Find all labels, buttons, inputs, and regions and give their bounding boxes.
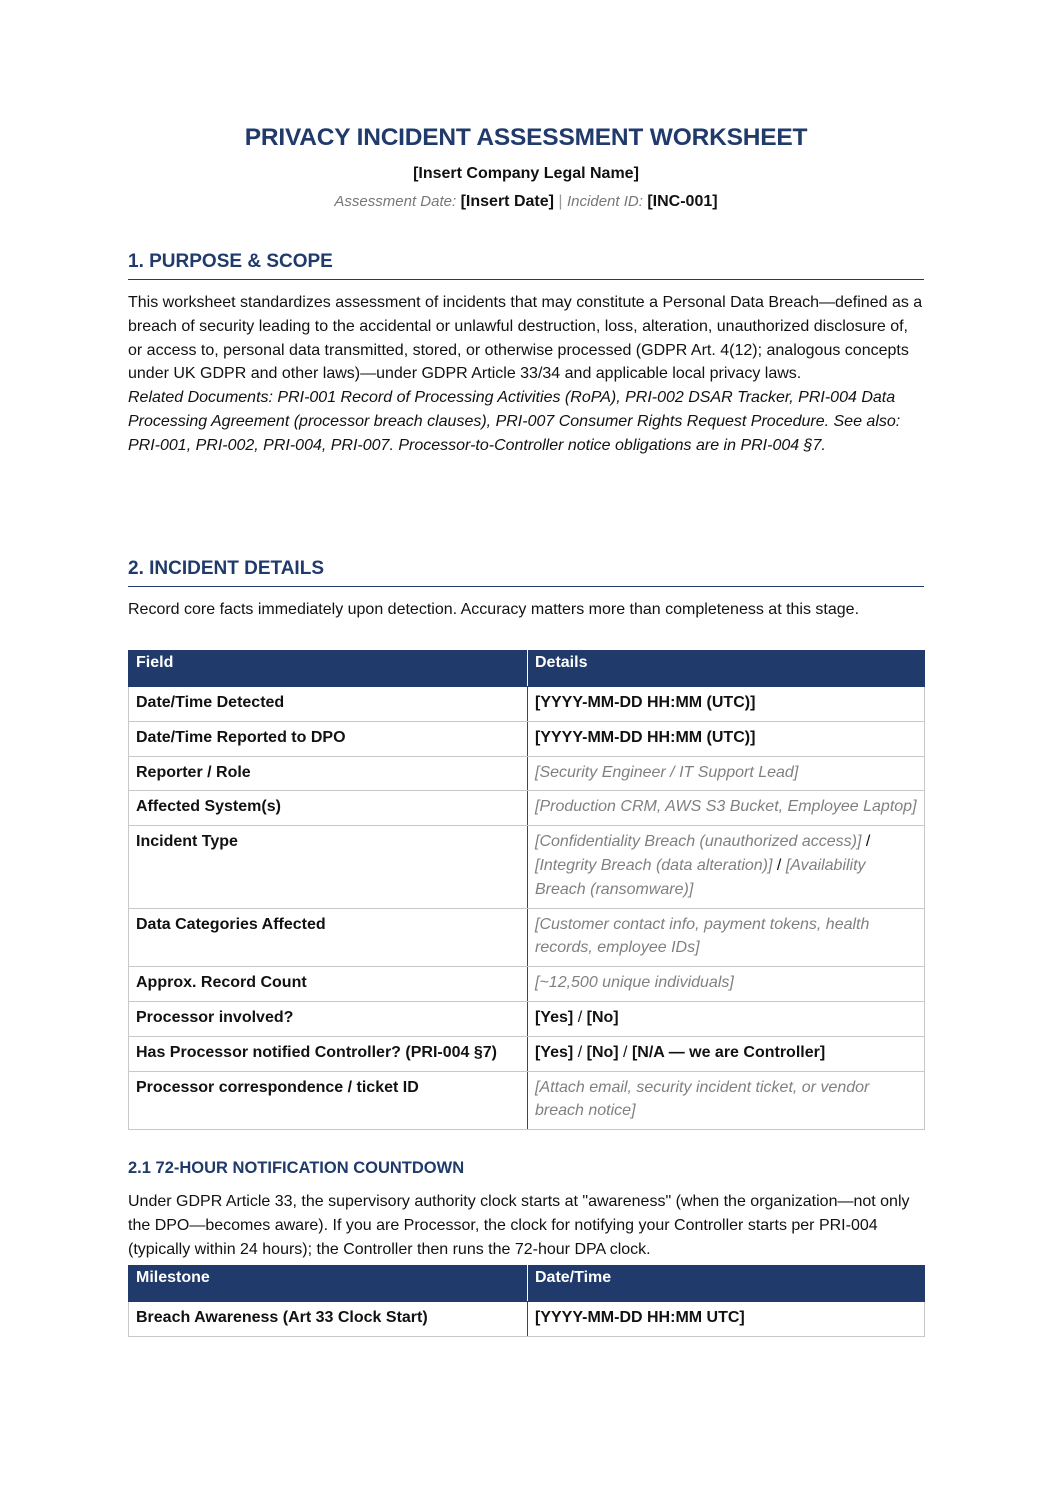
table-row [129, 1071, 925, 1130]
option-no: [No] [586, 1008, 619, 1026]
table-row [129, 687, 925, 722]
table-row [129, 721, 925, 756]
incident-details-intro: Record core facts immediately upon detection. Accuracy matters more than completeness at this stage. [128, 601, 860, 618]
field-label: Date/Time Reported to DPO [129, 721, 528, 756]
countdown-table [128, 1265, 925, 1337]
field-value [528, 1001, 925, 1036]
table-row [129, 967, 925, 1002]
field-label: Data Categories Affected [129, 908, 528, 967]
incident-id-value: [INC-001] [647, 193, 718, 210]
field-value [528, 826, 925, 908]
table-row [129, 826, 925, 908]
field-label: Date/Time Detected [129, 687, 528, 722]
countdown-intro: Under GDPR Article 33, the supervisory authority clock starts at "awareness" (when the organization—not only the DPO—becomes aware). If you are Processor, the clock for notifying your Controller starts per PRI-004 (typically within 24 hours); the Controller then runs the 72-hour DPA clock. [128, 1193, 910, 1258]
meta-separator: | [558, 193, 563, 210]
field-value: [Attach email, security incident ticket, or vendor breach notice] [528, 1071, 925, 1130]
document-title: PRIVACY INCIDENT ASSESSMENT WORKSHEET [244, 124, 808, 151]
assessment-meta [128, 193, 924, 211]
option-yes: [Yes] [535, 1043, 574, 1061]
field-label: Approx. Record Count [129, 967, 528, 1002]
company-name: [Insert Company Legal Name] [413, 165, 639, 182]
incident-id-label: Incident ID: [567, 193, 643, 210]
table-row [129, 1036, 925, 1071]
field-value: [Customer contact info, payment tokens, health records, employee IDs] [528, 908, 925, 967]
purpose-text [128, 291, 924, 458]
field-label: Processor correspondence / ticket ID [129, 1071, 528, 1130]
purpose-body: This worksheet standardizes assessment of incidents that may constitute a Personal Data Breach—defined as a breach of security leading to the accidental or unlawful destruction, loss, alteration, unauthorized disclosure of, or access to, personal data transmitted, stored, or otherwise processed (GDPR Art. 4(12); analogous concepts under UK GDPR and other laws)—under GDPR Article 33/34 and applicable local privacy laws. [128, 294, 923, 383]
table-header-row [129, 651, 925, 687]
option-separator: / [623, 1043, 628, 1061]
column-header-field: Field [129, 651, 528, 687]
option-confidentiality: [Confidentiality Breach (unauthorized access)] [535, 833, 862, 851]
field-label: Has Processor notified Controller? (PRI-004 §7) [129, 1036, 528, 1071]
subheading-72-hour-countdown: 2.1 72-HOUR NOTIFICATION COUNTDOWN [128, 1159, 465, 1177]
option-no: [No] [586, 1043, 619, 1061]
option-availability: [Availability Breach (ransomware)] [535, 856, 866, 898]
field-value: [Security Engineer / IT Support Lead] [528, 756, 925, 791]
field-label: Affected System(s) [129, 791, 528, 826]
field-label: Reporter / Role [129, 756, 528, 791]
column-header-milestone: Milestone [129, 1266, 528, 1302]
column-header-details: Details [528, 651, 925, 687]
field-value [528, 1036, 925, 1071]
field-label: Incident Type [129, 826, 528, 908]
option-na: [N/A — we are Controller] [631, 1043, 826, 1061]
table-row [129, 791, 925, 826]
assessment-date-label: Assessment Date: [334, 193, 457, 210]
table-header-row [129, 1266, 925, 1302]
table-row [129, 908, 925, 967]
section-heading-purpose: 1. PURPOSE & SCOPE [128, 251, 924, 280]
table-row [129, 1302, 925, 1337]
milestone-label: Breach Awareness (Art 33 Clock Start) [129, 1302, 528, 1337]
section-heading-incident-details: 2. INCIDENT DETAILS [128, 558, 924, 587]
table-row [129, 1001, 925, 1036]
option-separator: / [776, 856, 782, 874]
field-label: Processor involved? [129, 1001, 528, 1036]
field-value: [~12,500 unique individuals] [528, 967, 925, 1002]
option-yes: [Yes] [535, 1008, 574, 1026]
related-documents: Related Documents: PRI-001 Record of Processing Activities (RoPA), PRI-002 DSAR Tracker, PRI-004 Data Processing Agreement (processor breach clauses), PRI-007 Consumer Rights Request Procedure. See also: PRI-001, PRI-002, PRI-004, PRI-007. Processor-to-Controller notice obligations are in PRI-004 §7. [128, 389, 901, 454]
option-separator: / [577, 1008, 583, 1026]
column-header-datetime: Date/Time [528, 1266, 925, 1302]
field-value: [Production CRM, AWS S3 Bucket, Employee Laptop] [528, 791, 925, 826]
field-value: [YYYY-MM-DD HH:MM (UTC)] [528, 721, 925, 756]
option-separator: / [577, 1043, 583, 1061]
option-integrity: [Integrity Breach (data alteration)] [535, 856, 773, 874]
option-separator: / [865, 833, 871, 851]
field-value: [YYYY-MM-DD HH:MM (UTC)] [528, 687, 925, 722]
assessment-date-value: [Insert Date] [460, 193, 554, 210]
incident-details-table [128, 650, 925, 1130]
milestone-value: [YYYY-MM-DD HH:MM UTC] [528, 1302, 925, 1337]
table-row [129, 756, 925, 791]
